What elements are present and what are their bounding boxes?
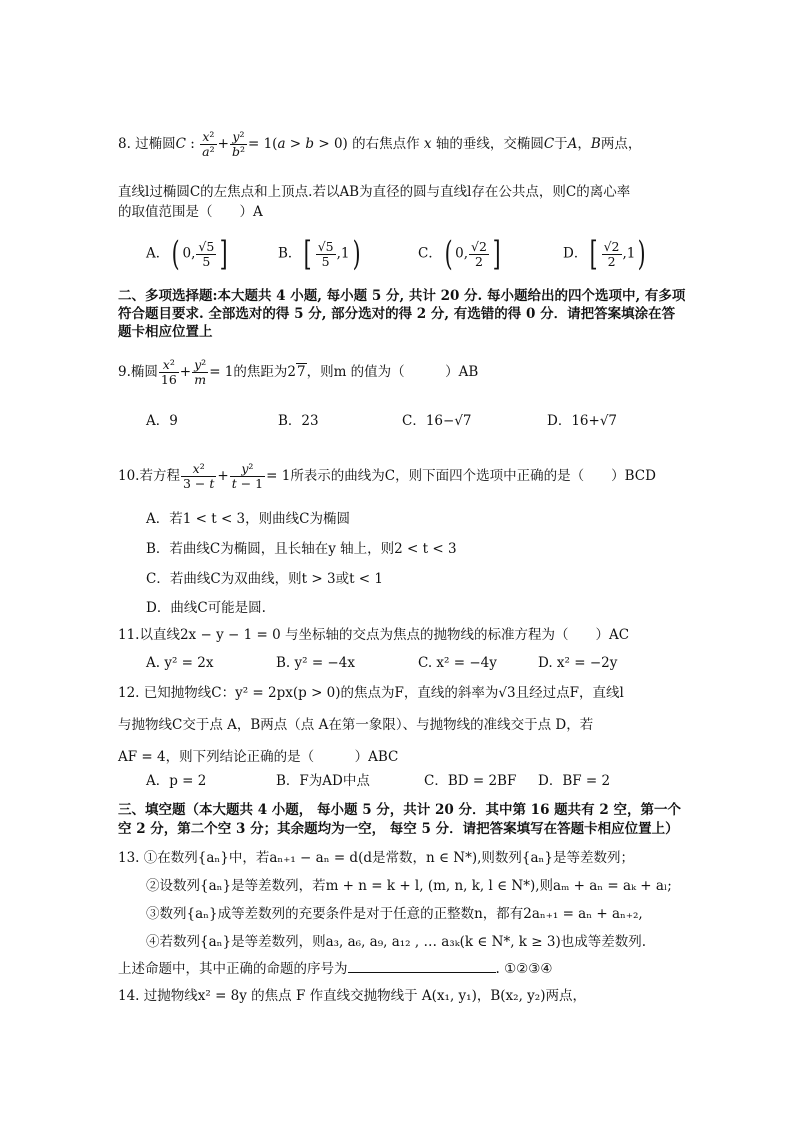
section2-line2: 符合题目要求. 全部选对的得 5 分, 部分选对的得 2 分, 有选错的得 0 分．请把答案填涂在答 xyxy=(118,306,676,322)
q9-option-a: A．9 xyxy=(146,413,178,429)
q12-option-a: A．p = 2 xyxy=(146,773,207,789)
q11-option-c: C. x² = −4y xyxy=(418,655,497,671)
q11-option-b: B. y² = −4x xyxy=(276,655,355,671)
q8-text-e: 两点， xyxy=(600,136,642,152)
q12-line1: 12. 已知抛物线C：y² = 2px(p > 0)的焦点为F，直线的斜率为√3且经过点F，直线l xyxy=(118,685,624,701)
section3-line2: 空 2 分，第二个空 3 分；其余题均为一空， 每空 5 分．请把答案填写在答题卡相应位置上） xyxy=(118,821,679,837)
section2-line1: 二、多项选择题:本大题共 4 小题, 每小题 5 分, 共计 20 分. 每小题给出的四个选项中, 有多项 xyxy=(118,288,686,304)
q13-item2: ②设数列{aₙ}是等差数列，若m + n = k + l, (m, n, k, l ∈ N*),则aₘ + aₙ = aₖ + aₗ; xyxy=(146,878,672,894)
q9-option-d: D．16+√7 xyxy=(547,413,618,429)
q13-question-text: 上述命题中，其中正确的命题的序号为 xyxy=(118,961,348,977)
q8-text-d: 于 xyxy=(554,136,568,152)
q11-option-a: A. y² = 2x xyxy=(146,655,214,671)
q9-stem: 9.椭圆 $\frac{\text{x²}}{16}$ + $\frac{\text{y²}}{m}$ = 1的焦距为27，则m 的值为（ ）AB xyxy=(118,357,479,387)
q8-text-b: 的右焦点作 xyxy=(352,136,420,152)
q13-item3: ③数列{aₙ}成等差数列的充要条件是对于任意的正整数n，都有2aₙ₊₁ = aₙ + aₙ₊₂, xyxy=(146,906,643,922)
q14-line1: 14. 过抛物线x² = 8y 的焦点 F 作直线交抛物线于 A(x₁, y₁)，B(x₂, y₂)两点， xyxy=(118,988,586,1004)
q10-prefix: 10.若方程 xyxy=(118,468,180,484)
q12-option-b: B．F为AD中点 xyxy=(276,773,370,789)
q10-option-c: C．若曲线C为双曲线，则t > 3或t < 1 xyxy=(146,571,383,587)
q13-item1: 13. ①在数列{aₙ}中，若aₙ₊₁ − aₙ = d(d是常数，n ∈ N*),则数列{aₙ}是等差数列； xyxy=(118,850,634,866)
q9-option-c: C．16−√7 xyxy=(402,413,472,429)
q11-option-d: D. x² = −2y xyxy=(538,655,618,671)
q9-mid: 的焦距为 xyxy=(233,364,288,380)
q8-option-a-label: A． xyxy=(146,245,170,262)
section3-line1: 三、填空题（本大题共 4 小题， 每小题 5 分，共计 20 分．其中第 16 题共有 2 空，第一个 xyxy=(118,802,681,818)
q8-option-d: D．[ $\frac{√2}{2}$ ,1) xyxy=(563,234,647,274)
q12-line3: AF = 4，则下列结论正确的是（ ）ABC xyxy=(118,749,399,765)
q9-option-b: B．23 xyxy=(278,413,319,429)
q8-line1: 8. 过椭圆C : $\frac{\text{x²}}{\text{a²}}$ + $\frac{\text{y²}}{\text{b²}}$ = 1(a > b > 0) 的右焦点作 x 轴的垂线，交椭圆C于A，B两点， xyxy=(118,129,642,159)
q8-line3: 的取值范围是（ ）A xyxy=(118,204,263,220)
q8-option-b: B．[ $\frac{√5}{5}$ ,1) xyxy=(278,234,361,274)
q8-option-b-label: B． xyxy=(278,245,302,262)
q12-option-d: D．BF = 2 xyxy=(538,773,611,789)
q11-stem: 11.以直线2x − y − 1 = 0 与坐标轴的交点为焦点的抛物线的标准方程为（ ）AC xyxy=(118,627,630,643)
q13-answer-blank[interactable] xyxy=(348,960,496,973)
q8-option-c-label: C． xyxy=(418,245,442,262)
q13-question xyxy=(118,960,553,978)
q8-line2: 直线l过椭圆C的左焦点和上顶点.若以AB为直径的圆与直线l存在公共点，则C的离心率 xyxy=(118,184,631,200)
q9-prefix: 9.椭圆 xyxy=(118,364,158,380)
q12-line2: 与抛物线C交于点 A，B两点（点 A在第一象限）、与抛物线的准线交于点 D，若 xyxy=(118,717,594,733)
q12-option-c: C．BD = 2BF xyxy=(424,773,517,789)
q8-text-c: 轴的垂线，交椭圆 xyxy=(435,136,544,152)
q13-item4: ④若数列{aₙ}是等差数列，则a₃, a₆, a₉, a₁₂ , … a₃ₖ(k ∈ N*, k ≥ 3)也成等差数列. xyxy=(146,934,647,950)
q8-frac-x: $\frac{\text{x²}}{\text{a²}}$ xyxy=(202,129,215,159)
section2-line3: 题卡相应位置上 xyxy=(118,324,213,340)
q9-suffix: ，则m 的值为（ ）AB xyxy=(306,364,479,380)
q10-option-d: D．曲线C可能是圆. xyxy=(146,600,266,616)
q13-answer: . ①②③④ xyxy=(495,961,553,977)
q8-option-d-label: D． xyxy=(563,245,588,262)
q10-option-a: A．若1 < t < 3，则曲线C为椭圆 xyxy=(146,511,350,527)
q8-text-a: 8. 过椭圆 xyxy=(118,136,176,152)
q8-frac-y: $\frac{\text{y²}}{\text{b²}}$ xyxy=(231,129,245,159)
q10-suffix: 所表示的曲线为C，则下面四个选项中正确的是（ ）BCD xyxy=(290,468,656,484)
q8-option-a: A．( 0, $\frac{√5}{5}$ ] xyxy=(146,234,228,274)
q10-stem: 10.若方程 $\frac{\text{x²}}{3 - t}$ + $\frac{\text{y²}}{t - 1}$ = 1所表示的曲线为C，则下面四个选项中正确的是（ ）BCD xyxy=(118,461,656,491)
q8-option-c: C．( 0, $\frac{√2}{2}$ ] xyxy=(418,234,501,274)
q10-option-b: B．若曲线C为椭圆，且长轴在y 轴上，则2 < t < 3 xyxy=(146,541,457,557)
